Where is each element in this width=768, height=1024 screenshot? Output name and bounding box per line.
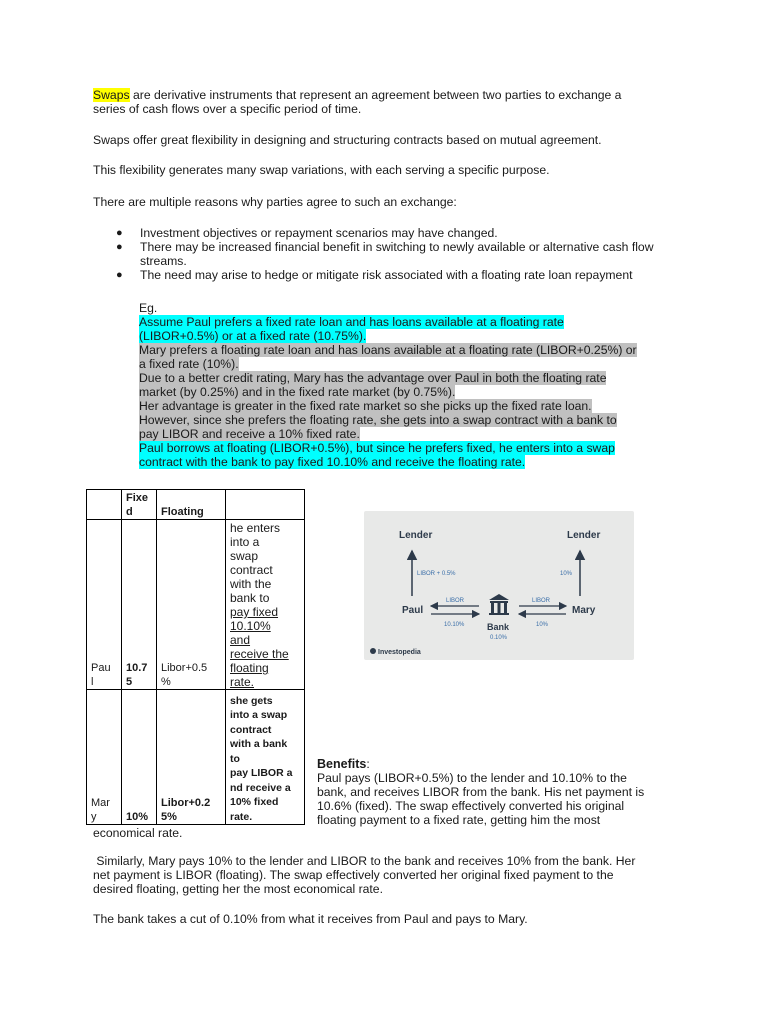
lender-left-label: Lender (399, 530, 433, 541)
benefits-line: Paul pays (LIBOR+0.5%) to the lender and 10.10% to the (317, 771, 627, 785)
mary-node-label: Mary (572, 605, 596, 616)
table-row (87, 520, 305, 690)
bullet-icon: ● (116, 269, 123, 281)
note-line: with a bank (230, 738, 288, 750)
cell-text: 10.7 (126, 662, 148, 674)
note-line: pay LIBOR a (230, 767, 293, 779)
example-line: Her advantage is greater in the fixed rate market so she picks up the fixed rate loan. (139, 399, 592, 413)
benefits-line: floating payment to a fixed rate, getting him the most (317, 813, 601, 827)
libor-plus-label: LIBOR + 0.5% (417, 571, 456, 577)
header-fixed (122, 490, 157, 520)
example-line: Due to a better credit rating, Mary has the advantage over Paul in both the floating rate (139, 371, 607, 385)
example-line: (LIBOR+0.5%) or at a fixed rate (10.75%). (139, 329, 367, 343)
benefits-heading: Benefits (317, 757, 367, 771)
note-line: into a (230, 535, 260, 549)
intro-p1-line2: series of cash flows over a specific period of time. (93, 102, 362, 116)
note-line: he enters (230, 521, 281, 535)
header-note-cell (226, 490, 305, 520)
example-line: Paul borrows at floating (LIBOR+0.5%), but since he prefers fixed, he enters into a swap (139, 441, 615, 455)
bank-cut-label: 0.10% (490, 635, 508, 641)
libor-right-label: LIBOR (532, 598, 551, 604)
header-text: Fixe (126, 492, 149, 504)
intro-p1-rest: are derivative instruments that represent an agreement between two parties to exchange a (129, 88, 622, 102)
row-name-mary (87, 690, 122, 825)
closing-paragraph-2: The bank takes a cut of 0.10% from what it receives from Paul and pays to Mary. (93, 912, 528, 926)
mary-floating-rate (157, 690, 226, 825)
paul-swap-note (226, 520, 305, 690)
swap-flow-svg (364, 511, 634, 660)
benefits-line: 10.6% (fixed). The swap effectively converted his original (317, 799, 625, 813)
cell-text: l (91, 676, 94, 688)
benefits-line-last: economical rate. (93, 826, 183, 840)
note-line: with the (230, 577, 272, 591)
closing-line: net payment is LIBOR (floating). The swap effectively converted her original fixed payment to the (93, 868, 614, 882)
closing-line: desired floating, getting her the most economical rate. (93, 882, 383, 896)
example-line: Assume Paul prefers a fixed rate loan and has loans available at a floating rate (139, 315, 564, 329)
example-line: Mary prefers a floating rate loan and has loans available at a floating rate (LIBOR+0.25%) or (139, 343, 637, 357)
list-item: ● Investment objectives or repayment scenarios may have changed. (116, 226, 498, 240)
note-line: receive the (230, 647, 289, 661)
intro-paragraph-1 (93, 88, 693, 116)
closing-paragraph-1 (93, 854, 703, 896)
cell-text: Pau (91, 662, 111, 674)
example-line: a fixed rate (10%). (139, 357, 239, 371)
cell-text: 5% (161, 811, 177, 823)
note-line: into a swap (230, 709, 288, 721)
note-line: contract (230, 723, 272, 736)
bank-icon (489, 594, 509, 615)
header-empty-cell (87, 490, 122, 520)
mary-fixed-rate: 10% (122, 690, 157, 825)
example-line: contract with the bank to pay fixed 10.10% and receive the floating rate. (139, 455, 526, 469)
paul-fixed-rate-label: 10.10% (444, 622, 465, 628)
note-line: contract (230, 563, 273, 577)
closing-line: Similarly, Mary pays 10% to the lender and LIBOR to the bank and receives 10% from the bank. Her (93, 854, 636, 868)
investopedia-brand: Investopedia (378, 649, 421, 656)
intro-paragraph-2: Swaps offer great flexibility in designing and structuring contracts based on mutual agreement. (93, 133, 602, 147)
note-line: 10.10% (230, 619, 271, 633)
mary-swap-note (226, 690, 305, 825)
note-line: rate. (230, 675, 255, 689)
paul-node-label: Paul (402, 605, 424, 616)
benefits-block (317, 757, 657, 827)
intro-paragraph-4: There are multiple reasons why parties agree to such an exchange: (93, 195, 457, 209)
swaps-highlight: Swaps (93, 88, 130, 102)
example-block (139, 301, 679, 469)
note-line: bank to (230, 591, 270, 605)
row-name-paul (87, 520, 122, 690)
example-line: However, since she prefers the floating rate, she gets into a swap contract with a bank to (139, 413, 617, 427)
cell-text: y (91, 811, 97, 823)
note-line: nd receive a (230, 781, 291, 794)
example-label: Eg. (139, 301, 158, 315)
cell-text: % (161, 676, 171, 688)
note-line: she gets (230, 694, 273, 707)
example-line: pay LIBOR and receive a 10% fixed rate. (139, 427, 360, 441)
list-item: ● The need may arise to hedge or mitigate risk associated with a floating rate loan repayment (116, 268, 633, 282)
paul-fixed-rate (122, 520, 157, 690)
mary-lender-rate-label: 10% (560, 571, 573, 577)
bullet-icon: ● (116, 241, 123, 253)
intro-paragraph-3: This flexibility generates many swap variations, with each serving a specific purpose. (93, 163, 550, 177)
reasons-list (93, 226, 668, 282)
mary-fixed-rate-label: 10% (536, 622, 549, 628)
cell-text: 5 (126, 676, 133, 688)
note-line: to (230, 752, 240, 765)
swap-rates-table (86, 489, 305, 825)
benefits-colon: : (366, 757, 370, 771)
cell-text: Mar (91, 797, 110, 809)
swap-flow-diagram (364, 511, 634, 660)
note-line: floating (230, 661, 269, 675)
note-line: rate. (230, 810, 253, 823)
header-text: d (126, 506, 133, 518)
cell-text: Libor+0.2 (161, 797, 211, 809)
bullet-icon: ● (116, 227, 123, 239)
list-item: ● There may be increased financial benefit in switching to newly available or alternative cash flow streams. (116, 240, 654, 268)
note-line: and (230, 633, 251, 647)
lender-right-label: Lender (567, 530, 601, 541)
paul-floating-rate (157, 520, 226, 690)
table-row (87, 690, 305, 825)
note-line: 10% fixed (230, 796, 279, 808)
cell-text: Libor+0.5 (161, 662, 208, 674)
note-line: pay fixed (230, 605, 279, 619)
note-line: swap (230, 549, 259, 563)
investopedia-logo-icon (370, 648, 376, 654)
libor-left-label: LIBOR (446, 598, 465, 604)
header-floating: Floating (157, 490, 226, 520)
benefits-line: bank, and receives LIBOR from the bank. His net payment is (317, 785, 645, 799)
example-line: market (by 0.25%) and in the fixed rate market (by 0.75%). (139, 385, 456, 399)
table-header-row (87, 490, 305, 520)
bank-node-label: Bank (487, 622, 510, 632)
